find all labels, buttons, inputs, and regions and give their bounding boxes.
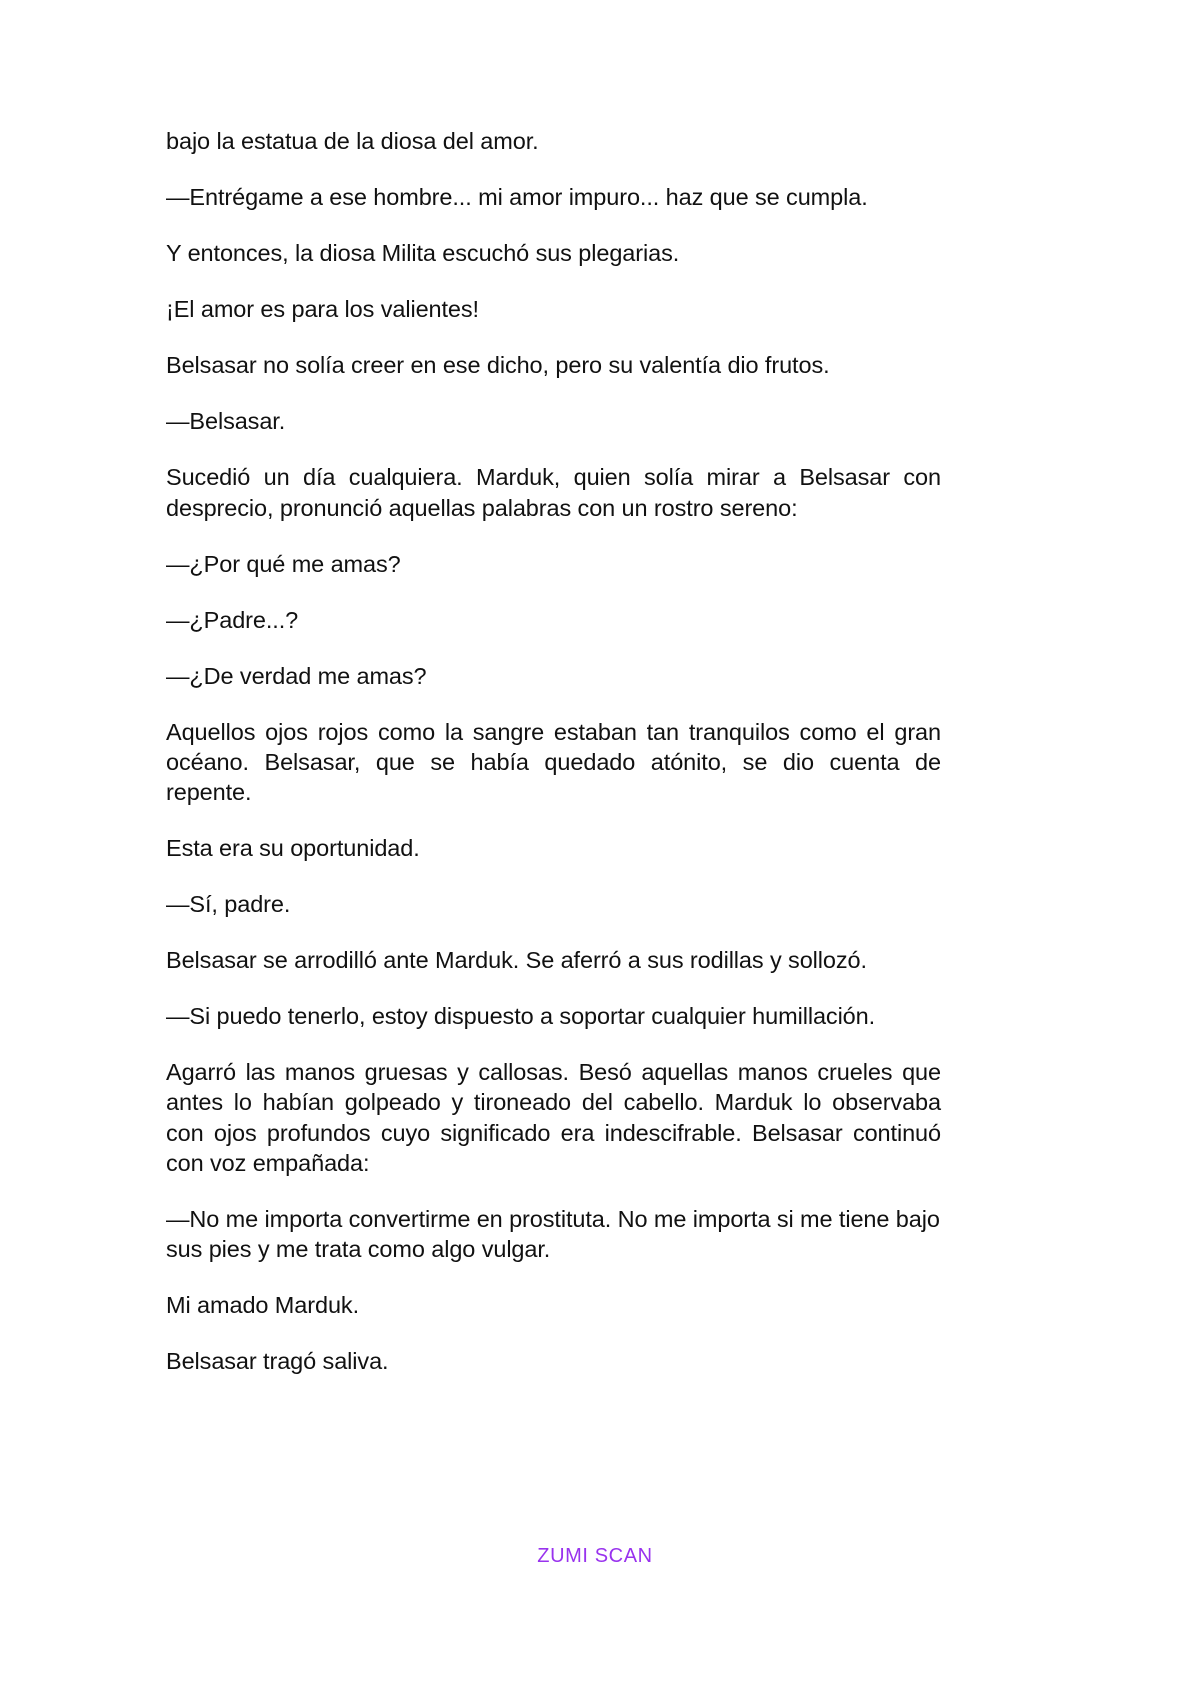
paragraph: —No me importa convertirme en prostituta. No me importa si me tiene bajo sus pies y me trata como algo vulgar. <box>166 1205 947 1262</box>
paragraph: Belsasar tragó saliva. <box>166 1347 389 1374</box>
paragraph: Esta era su oportunidad. <box>166 835 420 862</box>
paragraph: bajo la estatua de la diosa del amor. <box>166 128 539 154</box>
paragraph: —Si puedo tenerlo, estoy dispuesto a soportar cualquier humillación. <box>166 1003 876 1030</box>
paragraph: —¿Por qué me amas? <box>166 550 401 577</box>
paragraph: —¿De verdad me amas? <box>166 662 427 689</box>
paragraph: —Sí, padre. <box>166 891 291 918</box>
paragraph: —¿Padre...? <box>166 606 299 633</box>
paragraph: ¡El amor es para los valientes! <box>166 296 479 323</box>
paragraph: Belsasar no solía creer en ese dicho, pero su valentía dio frutos. <box>166 352 830 379</box>
document-text-column <box>166 126 948 1402</box>
paragraph: Mi amado Marduk. <box>166 1291 359 1318</box>
paragraph: Belsasar se arrodilló ante Marduk. Se aferró a sus rodillas y sollozó. <box>166 947 867 974</box>
scan-watermark: ZUMI SCAN <box>537 1545 653 1567</box>
paragraph: Agarró las manos gruesas y callosas. Besó aquellas manos crueles que antes lo habían golpeado y tironeado del cabello. Marduk lo observaba con ojos profundos cuyo significado era indescifrable. Belsasar continuó con voz empañada: <box>166 1059 948 1176</box>
paragraph: —Entrégame a ese hombre... mi amor impuro... haz que se cumpla. <box>166 184 868 211</box>
paragraph: Sucedió un día cualquiera. Marduk, quien solía mirar a Belsasar con desprecio, pronunció aquellas palabras con un rostro sereno: <box>166 464 948 521</box>
paragraph: —Belsasar. <box>166 408 286 435</box>
paragraph: Y entonces, la diosa Milita escuchó sus plegarias. <box>166 240 680 267</box>
paragraph: Aquellos ojos rojos como la sangre estaban tan tranquilos como el gran océano. Belsasar, que se había quedado atónito, se dio cuenta de repente. <box>166 718 948 806</box>
